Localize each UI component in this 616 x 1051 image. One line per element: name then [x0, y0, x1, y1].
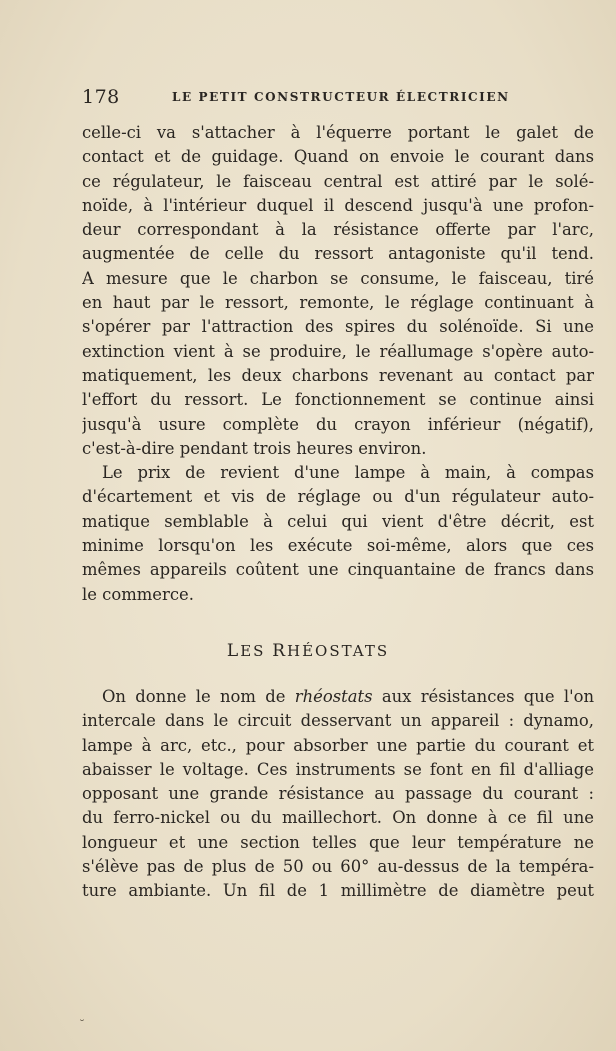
text-line: noïde, à l'intérieur duquel il descend jusqu'à une profon-: [82, 195, 594, 215]
text-line: [82, 685, 594, 709]
text-line: jusqu'à usure complète du crayon inférieur (négatif),: [82, 414, 594, 434]
text-line: ce régulateur, le faisceau central est attiré par le solé-: [82, 171, 594, 191]
text-line: contact et de guidage. Quand on envoie le courant dans: [82, 147, 594, 167]
text-line: extinction vient à se produire, le réallumage s'opère auto-: [82, 341, 594, 361]
text-fragment: On donne le nom de: [102, 687, 286, 706]
text-line: lampe à arc, etc., pour absorber une partie du courant et: [82, 735, 594, 755]
text-line: c'est-à-dire pendant trois heures environ.: [82, 438, 427, 458]
text-line: abaisser le voltage. Ces instruments se font en fil d'alliage: [82, 759, 594, 779]
page-number: 178: [82, 86, 120, 108]
paragraph-block: [82, 121, 594, 607]
text-line: matique semblable à celui qui vient d'être décrit, est: [82, 511, 594, 531]
text-line: l'effort du ressort. Le fonctionnement se continue ainsi: [82, 390, 594, 410]
text-line: le commerce.: [82, 584, 194, 604]
text-line: A mesure que le charbon se consume, le faisceau, tiré: [82, 268, 594, 288]
heading-text: ES: [240, 642, 266, 660]
text-line: en haut par le ressort, remonte, le réglage continuant à: [82, 293, 594, 313]
text-line: intercale dans le circuit desservant un appareil : dynamo,: [82, 711, 594, 731]
text-line: du ferro-nickel ou du maillechort. On donne à ce fil une: [82, 808, 594, 828]
paper-speck: ˘: [79, 1018, 85, 1032]
text-line: augmentée de celle du ressort antagoniste qu'il tend.: [82, 244, 594, 264]
paragraph-block: [82, 685, 594, 904]
text-line: matiquement, les deux charbons revenant au contact par: [82, 365, 594, 385]
text-line: deur correspondant à la résistance offerte par l'arc,: [82, 220, 594, 240]
heading-text: HÉOSTATS: [287, 642, 390, 660]
text-line: celle-ci va s'attacher à l'équerre portant le galet de: [82, 123, 594, 142]
heading-initial: R: [272, 641, 288, 661]
emphasized-term: rhéostats: [294, 687, 373, 706]
text-line: Le prix de revient d'une lampe à main, à compas: [102, 463, 594, 483]
section-heading: [0, 641, 616, 661]
text-line: s'élève pas de plus de 50 ou 60° au-dessus de la tempéra-: [82, 857, 594, 877]
running-title: LE PETIT CONSTRUCTEUR ÉLECTRICIEN: [172, 90, 510, 104]
text-line: minime lorsqu'on les exécute soi-même, alors que ces: [82, 536, 594, 556]
text-line: mêmes appareils coûtent une cinquantaine de francs dans: [82, 560, 594, 580]
text-line: longueur et une section telles que leur température ne: [82, 832, 594, 852]
text-line: opposant une grande résistance au passage du courant :: [82, 784, 594, 804]
text-line: ture ambiante. Un fil de 1 millimètre de diamètre peut: [82, 881, 594, 901]
heading-initial: L: [226, 641, 241, 661]
page-header: [82, 86, 594, 110]
text-line: d'écartement et vis de réglage ou d'un régulateur auto-: [82, 487, 594, 507]
text-line: s'opérer par l'attraction des spires du solénoïde. Si une: [82, 317, 594, 337]
text-fragment: aux résistances que l'on: [381, 687, 594, 706]
